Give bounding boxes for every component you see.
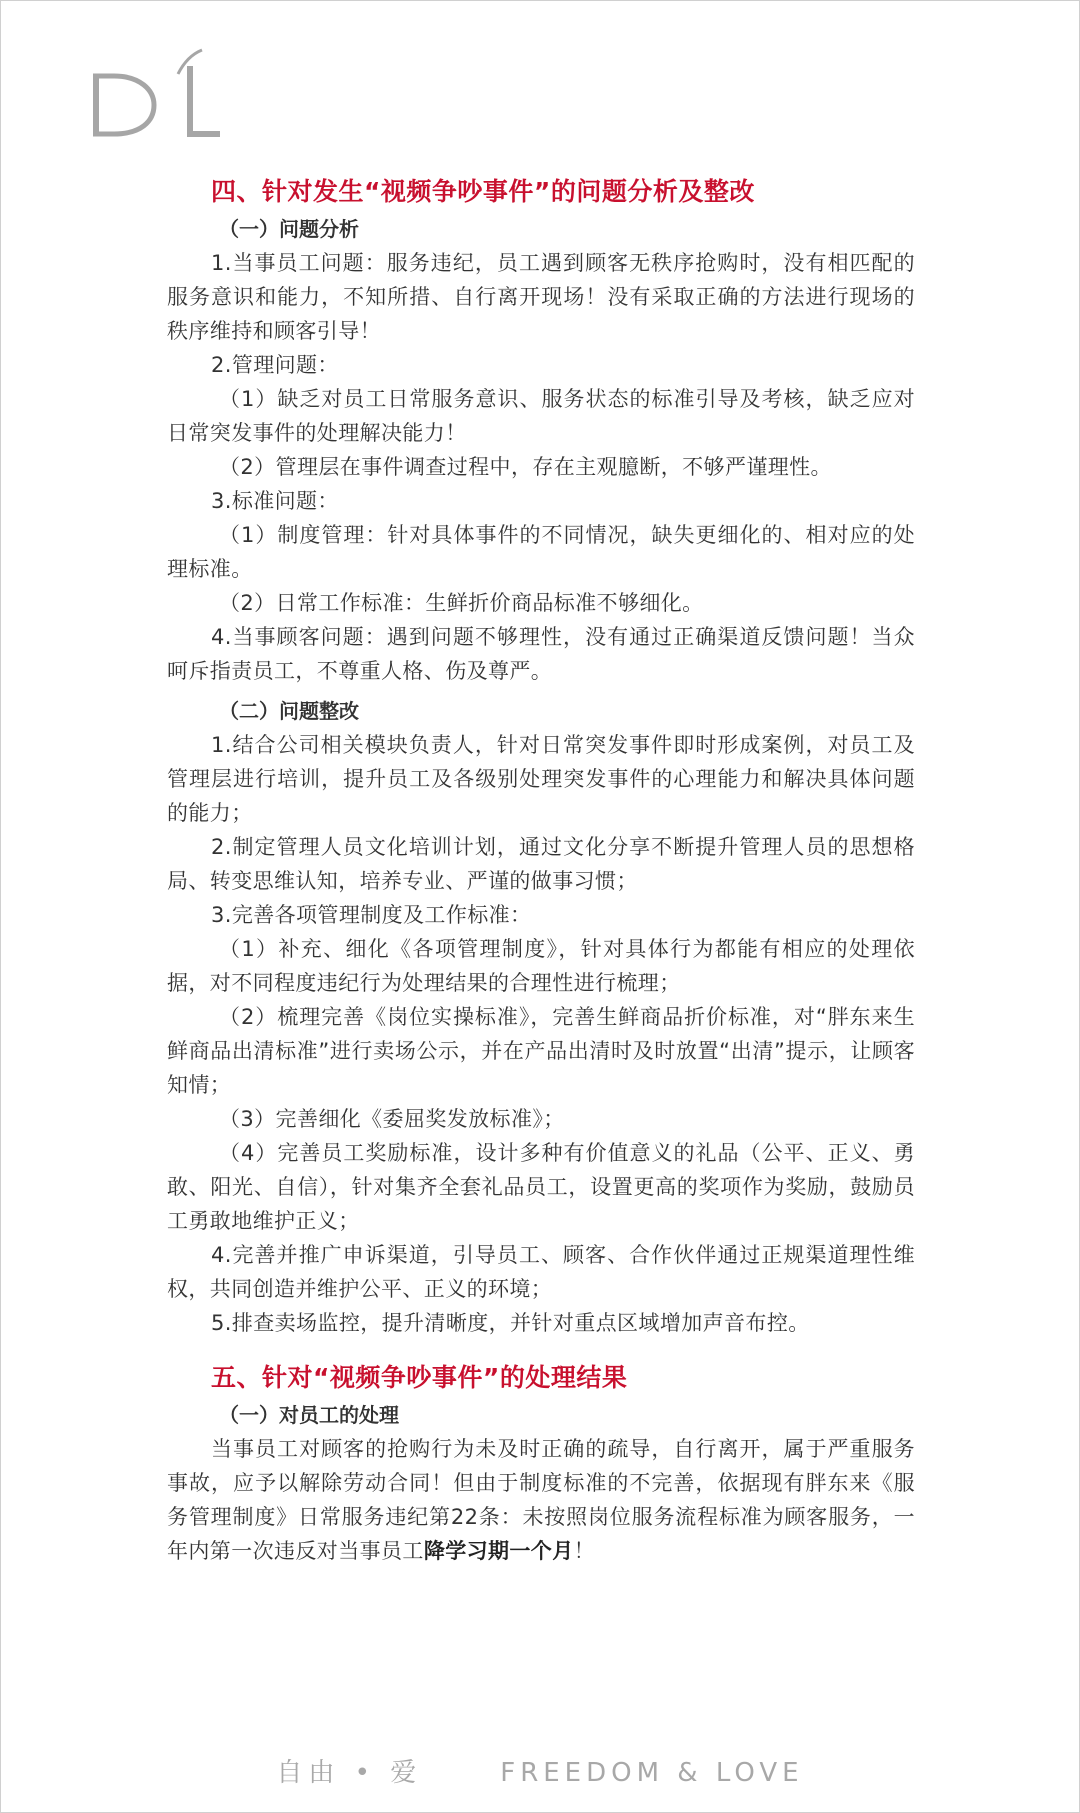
paragraph [167, 1432, 915, 1568]
paragraph: 3.标准问题： [211, 489, 339, 513]
paragraph: 3.完善各项管理制度及工作标准： [211, 903, 532, 927]
paragraph: 4.当事顾客问题：遇到问题不够理性，没有通过正确渠道反馈问题！当众呵斥指责员工，不尊重人格、伤及尊严。 [167, 625, 915, 683]
paragraph: 4.完善并推广申诉渠道，引导员工、顾客、合作伙伴通过正规渠道理性维权，共同创造并维护公平、正义的环境； [167, 1243, 915, 1301]
section-title-5: 五、针对“视频争吵事件”的处理结果 [211, 1363, 628, 1392]
paragraph: 1.结合公司相关模块负责人，针对日常突发事件即时形成案例，对员工及管理层进行培训，提升员工及各级别处理突发事件的心理能力和解决具体问题的能力； [167, 733, 915, 825]
paragraph: （1）缺乏对员工日常服务意识、服务状态的标准引导及考核，缺乏应对日常突发事件的处理解决能力！ [167, 387, 915, 445]
dl-logo [92, 48, 222, 138]
subsection-title-rectification: （二）问题整改 [219, 699, 359, 723]
paragraph-end: ！ [573, 1539, 596, 1563]
subsection-title-analysis: （一）问题分析 [219, 217, 359, 241]
paragraph-text: 当事员工对顾客的抢购行为未及时正确的疏导，自行离开，属于严重服务事故，应予以解除劳动合同！但由于制度标准的不完善，依据现有胖东来《服务管理制度》日常服务违纪第22条：未按照岗位服务流程标准为顾客服务，一年内第一次违反对当事员工 [167, 1437, 915, 1563]
paragraph: （1）补充、细化《各项管理制度》，针对具体行为都能有相应的处理依据，对不同程度违纪行为处理结果的合理性进行梳理； [167, 937, 915, 995]
subsection-title-staff-handling: （一）对员工的处理 [219, 1403, 399, 1427]
penalty-highlight: 降学习期一个月 [423, 1539, 574, 1563]
paragraph: 2.管理问题： [211, 353, 339, 377]
paragraph: （2）梳理完善《岗位实操标准》，完善生鲜商品折价标准，对“胖东来生鲜商品出清标准”进行卖场公示，并在产品出清时及时放置“出清”提示，让顾客知情； [167, 1005, 915, 1097]
paragraph: （4）完善员工奖励标准，设计多种有价值意义的礼品（公平、正义、勇敢、阳光、自信），针对集齐全套礼品员工，设置更高的奖项作为奖励，鼓励员工勇敢地维护正义； [167, 1141, 915, 1233]
paragraph: 5.排查卖场监控，提升清晰度，并针对重点区域增加声音布控。 [211, 1311, 810, 1335]
footer-slogan-en: FREEDOM & LOVE [500, 1758, 804, 1788]
document-body [167, 172, 915, 1568]
paragraph: （3）完善细化《委屈奖发放标准》； [219, 1107, 565, 1131]
footer-slogan [0, 1752, 1080, 1789]
section-title-4: 四、针对发生“视频争吵事件”的问题分析及整改 [211, 177, 755, 206]
footer-slogan-cn: 自由 • 爱 [276, 1758, 423, 1788]
paragraph: （2）日常工作标准：生鲜折价商品标准不够细化。 [219, 591, 704, 615]
paragraph: （1）制度管理：针对具体事件的不同情况，缺失更细化的、相对应的处理标准。 [167, 523, 915, 581]
paragraph: 2.制定管理人员文化培训计划，通过文化分享不断提升管理人员的思想格局、转变思维认知，培养专业、严谨的做事习惯； [167, 835, 915, 893]
paragraph: （2）管理层在事件调查过程中，存在主观臆断，不够严谨理性。 [219, 455, 832, 479]
paragraph: 1.当事员工问题：服务违纪，员工遇到顾客无秩序抢购时，没有相匹配的服务意识和能力，不知所措、自行离开现场！没有采取正确的方法进行现场的秩序维持和顾客引导！ [167, 251, 915, 343]
